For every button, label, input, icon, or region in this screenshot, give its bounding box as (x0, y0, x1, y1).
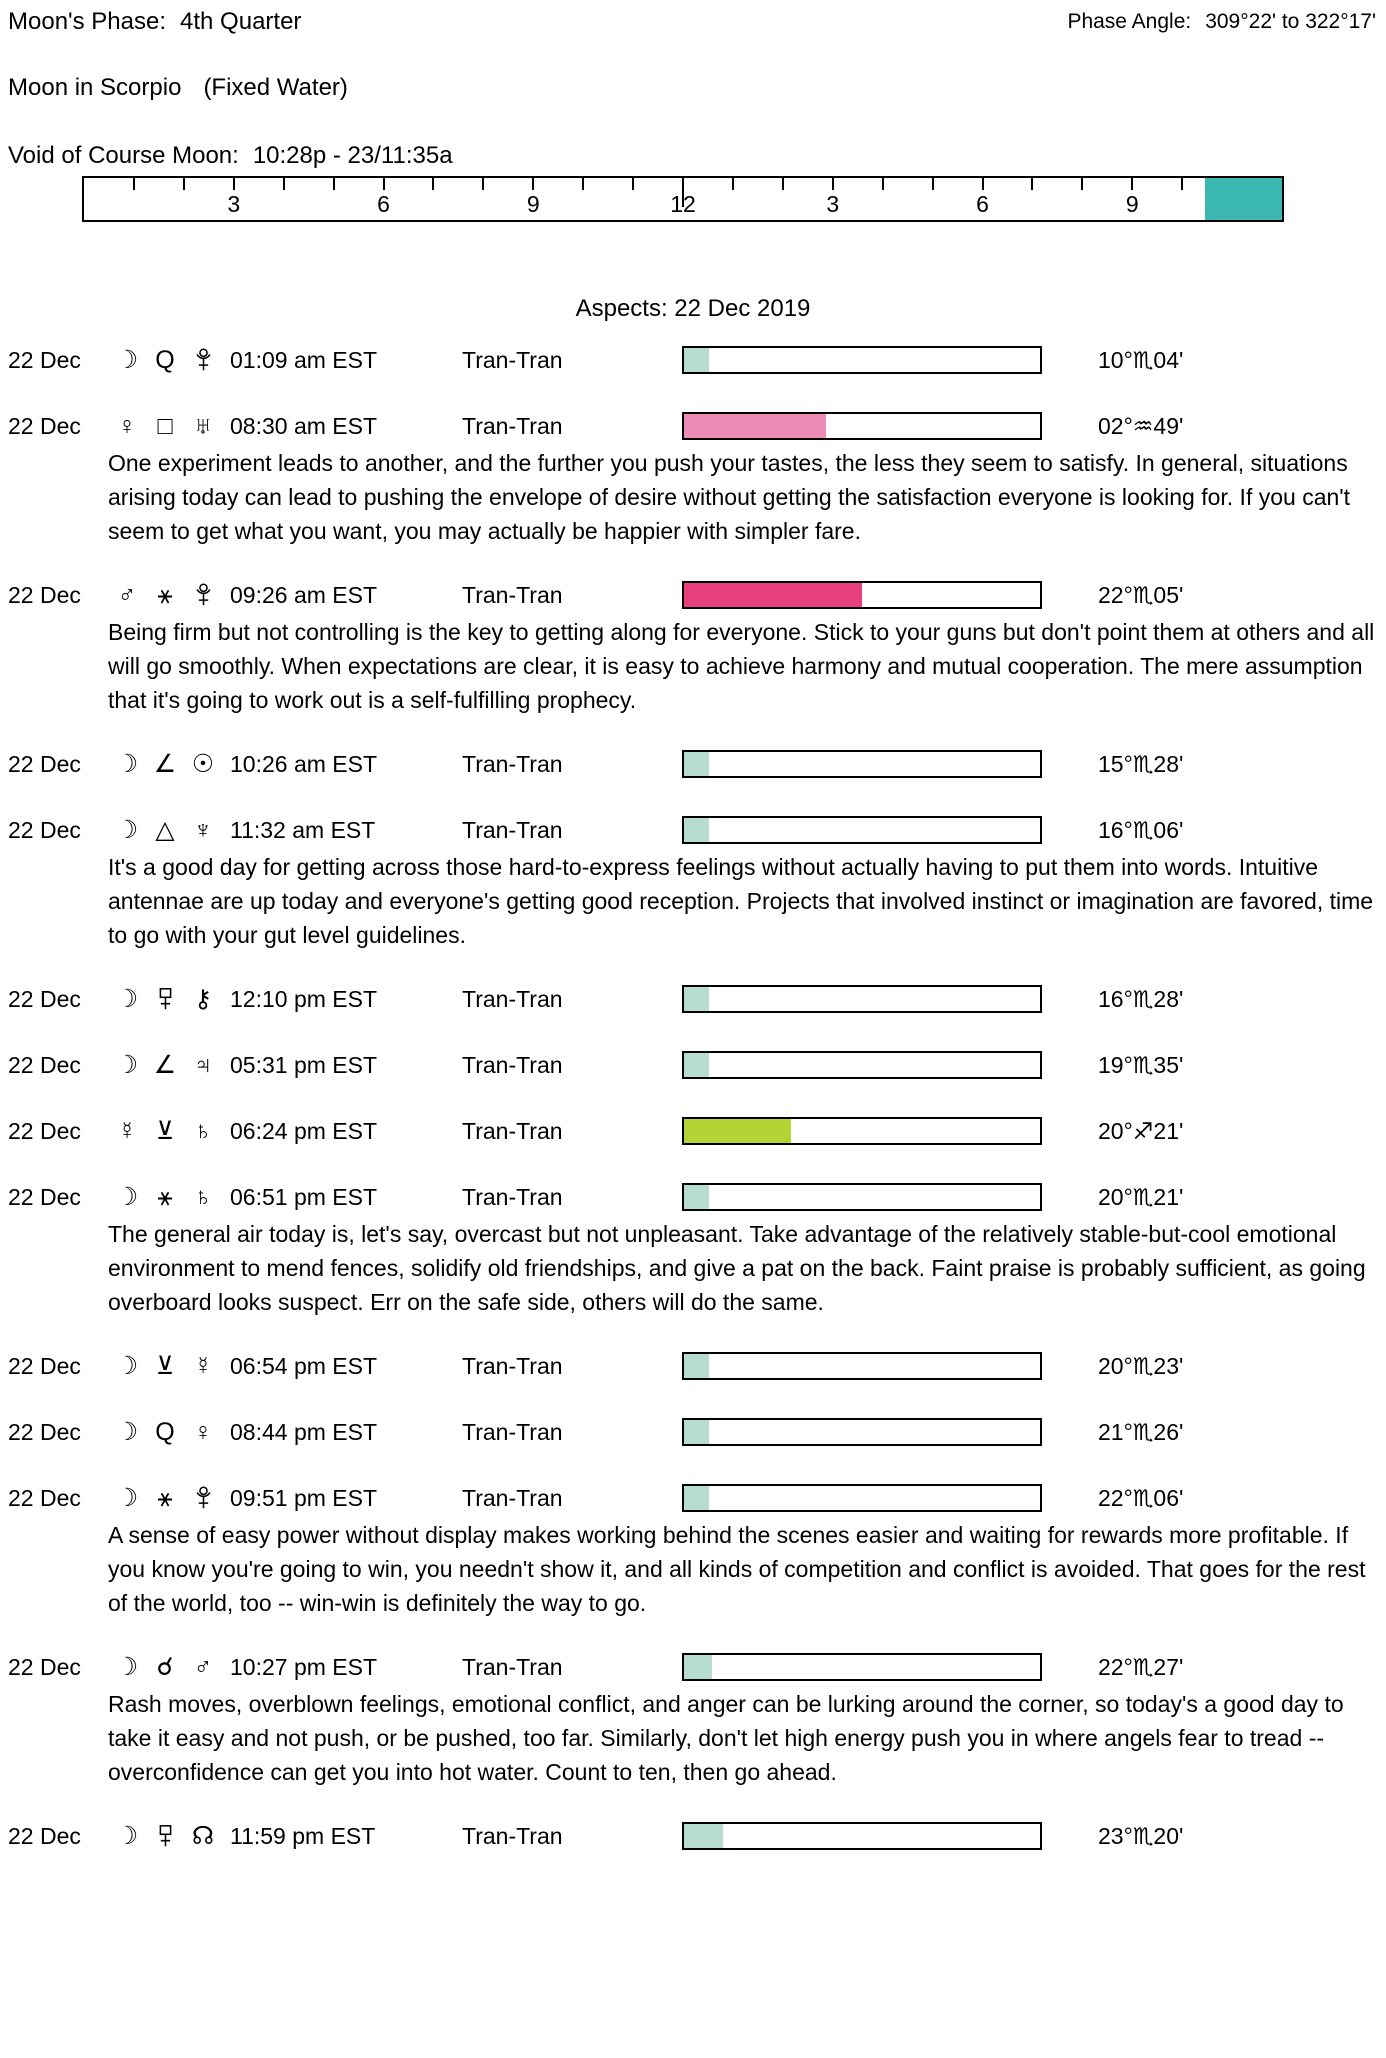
aspect-row (8, 1116, 1386, 1146)
aspect-row (8, 345, 1386, 375)
aspect-orb-bar (682, 1117, 1042, 1145)
aspect-orb-bar-fill (684, 1420, 709, 1444)
aspect-time: 01:09 am EST (230, 346, 378, 373)
ruler-hour-label: 3 (826, 191, 840, 217)
aspects-list (0, 345, 1386, 1887)
square-icon: □ (157, 411, 173, 440)
aspect-orb-bar (682, 1822, 1042, 1850)
aspect-orb-bar-fill (684, 818, 709, 842)
moon-phase-label: Moon's Phase: (8, 8, 167, 35)
aspect-time: 09:26 am EST (230, 581, 378, 608)
aspect-orb-bar-fill (684, 1053, 709, 1077)
aspect-glyphs (108, 1417, 230, 1446)
moon-icon: ☽ (115, 1351, 139, 1380)
mercury-icon: ☿ (193, 1351, 213, 1380)
aspect-type: Tran-Tran (462, 816, 563, 843)
aspect-row (8, 984, 1386, 1014)
aspect-block (0, 1351, 1386, 1381)
ruler-tick (782, 178, 784, 190)
aspect-orb-bar-fill (684, 1185, 709, 1209)
moon-icon: ☽ (115, 815, 139, 844)
aspect-orb-bar (682, 346, 1042, 374)
aspect-type: Tran-Tran (462, 1352, 563, 1379)
aspect-block (0, 411, 1386, 548)
ruler-hour-label: 3 (227, 191, 241, 217)
aspect-block (0, 1417, 1386, 1447)
aspect-date: 22 Dec (8, 1117, 81, 1144)
aspect-type: Tran-Tran (462, 1117, 563, 1144)
aspect-type: Tran-Tran (462, 1484, 563, 1511)
moon-icon: ☽ (115, 1821, 139, 1850)
ruler-tick (233, 178, 235, 190)
aspect-orb-bar-fill (684, 1824, 723, 1848)
aspect-row (8, 1417, 1386, 1447)
ruler-tick (1181, 178, 1183, 190)
voc-ruler (82, 176, 1284, 222)
aspect-orb-bar-fill (684, 1486, 709, 1510)
mercury-icon: ☿ (117, 1116, 137, 1145)
jupiter-icon: ♃ (193, 1050, 213, 1079)
aspect-orb-bar-fill (684, 348, 709, 372)
aspect-type: Tran-Tran (462, 1822, 563, 1849)
aspect-position: 22°♏05' (1098, 581, 1184, 608)
aspect-date: 22 Dec (8, 750, 81, 777)
void-of-course-line (8, 142, 453, 170)
aspect-orb-bar (682, 1183, 1042, 1211)
aspect-block (0, 1483, 1386, 1620)
aspect-row (8, 815, 1386, 845)
aspect-date: 22 Dec (8, 985, 81, 1012)
aspect-glyphs (108, 986, 230, 1012)
aspect-orb-bar (682, 581, 1042, 609)
aspect-date: 22 Dec (8, 1822, 81, 1849)
aspect-block (0, 1116, 1386, 1146)
aspect-orb-bar-fill (684, 1354, 709, 1378)
sextile-icon: ⚹ (157, 1483, 173, 1512)
venus-icon: ♀ (117, 411, 137, 440)
aspect-glyphs (108, 347, 230, 373)
phase-angle-label: Phase Angle: (1067, 10, 1192, 33)
moon-icon: ☽ (115, 1182, 139, 1211)
aspect-block (0, 345, 1386, 375)
aspect-date: 22 Dec (8, 412, 81, 439)
moon-icon: ☽ (115, 345, 139, 374)
mars-icon: ♂ (117, 580, 137, 609)
aspect-orb-bar (682, 750, 1042, 778)
aspect-time: 05:31 pm EST (230, 1051, 378, 1078)
neptune-icon: ♆ (193, 815, 213, 844)
semisquare-icon: ∠ (153, 749, 177, 778)
uranus-icon: ♅ (193, 411, 213, 440)
aspect-row (8, 1483, 1386, 1513)
voc-void-segment (1205, 178, 1282, 220)
aspect-block (0, 1821, 1386, 1851)
aspect-time: 11:59 pm EST (230, 1822, 376, 1849)
aspect-date: 22 Dec (8, 346, 81, 373)
aspect-time: 08:30 am EST (230, 412, 378, 439)
ruler-tick (732, 178, 734, 190)
ruler-tick (133, 178, 135, 190)
aspect-glyphs (108, 815, 230, 844)
aspect-type: Tran-Tran (462, 1183, 563, 1210)
moon-icon: ☽ (115, 1483, 139, 1512)
moon-icon: ☽ (115, 1417, 139, 1446)
aspect-time: 11:32 am EST (230, 816, 376, 843)
aspect-date: 22 Dec (8, 581, 81, 608)
moon-sign-value: Moon in Scorpio (8, 74, 182, 101)
aspect-position: 16°♏28' (1098, 985, 1184, 1012)
sesquiquadrate-icon (146, 1823, 184, 1849)
aspect-position: 20°♏23' (1098, 1352, 1184, 1379)
quincunx-icon: ⊻ (155, 1116, 175, 1145)
semisquare-icon: ∠ (153, 1050, 177, 1079)
saturn-icon: ♄ (193, 1116, 213, 1145)
aspect-type: Tran-Tran (462, 1653, 563, 1680)
aspect-block (0, 815, 1386, 952)
pluto-icon (184, 1485, 222, 1511)
ruler-tick (982, 178, 984, 190)
chiron-icon: ⚷ (193, 984, 213, 1013)
ruler-hour-label: 12 (670, 191, 696, 217)
ruler-hour-label: 9 (526, 191, 540, 217)
aspect-position: 20°♏21' (1098, 1183, 1184, 1210)
moon-icon: ☽ (115, 984, 139, 1013)
aspect-position: 02°♒49' (1098, 412, 1184, 439)
aspect-type: Tran-Tran (462, 750, 563, 777)
aspect-interpretation: Being firm but not controlling is the key to getting along for everyone. Stick to your guns but don't point them at others and all will go smoothly. When expectations are clear, it is easy to achieve harmony and mutual cooperation. The mere assumption that it's going to work out is a self-fulfilling prophecy. (108, 619, 1375, 713)
aspect-block (0, 1182, 1386, 1319)
aspect-time: 12:10 pm EST (230, 985, 378, 1012)
aspect-time: 08:44 pm EST (230, 1418, 378, 1445)
aspect-position: 21°♏26' (1098, 1418, 1184, 1445)
saturn-icon: ♄ (193, 1182, 213, 1211)
aspect-position: 20°♐21' (1098, 1117, 1184, 1144)
ruler-tick (882, 178, 884, 190)
moon-icon: ☽ (115, 1050, 139, 1079)
pluto-icon (184, 582, 222, 608)
aspect-orb-bar-fill (684, 987, 709, 1011)
aspect-orb-bar-fill (684, 583, 862, 607)
aspect-position: 22°♏06' (1098, 1484, 1184, 1511)
trine-icon: △ (155, 815, 175, 844)
aspect-position: 19°♏35' (1098, 1051, 1184, 1078)
mars-icon: ♂ (193, 1652, 213, 1681)
aspect-glyphs (108, 1652, 230, 1681)
aspect-time: 10:27 pm EST (230, 1653, 378, 1680)
aspect-orb-bar-fill (684, 414, 826, 438)
aspect-time: 10:26 am EST (230, 750, 378, 777)
aspect-orb-bar (682, 1352, 1042, 1380)
ruler-tick (283, 178, 285, 190)
aspect-glyphs (108, 1485, 230, 1511)
aspect-date: 22 Dec (8, 1183, 81, 1210)
moon-icon: ☽ (115, 1652, 139, 1681)
aspect-orb-bar (682, 985, 1042, 1013)
phase-angle-value: 309°22' to 322°17' (1205, 10, 1376, 33)
ruler-tick (183, 178, 185, 190)
aspect-orb-bar (682, 1051, 1042, 1079)
aspect-orb-bar (682, 1653, 1042, 1681)
moon-phase-line (8, 8, 301, 36)
aspect-position: 23°♏20' (1098, 1822, 1184, 1849)
aspect-orb-bar (682, 816, 1042, 844)
ruler-hour-label: 6 (377, 191, 390, 217)
ruler-tick (1031, 178, 1033, 190)
aspect-glyphs (108, 1182, 230, 1211)
quintile-icon: Q (155, 1417, 175, 1446)
aspect-row (8, 1351, 1386, 1381)
aspect-block (0, 580, 1386, 717)
aspect-block (0, 1050, 1386, 1080)
aspect-row (8, 411, 1386, 441)
ruler-tick (932, 178, 934, 190)
aspect-orb-bar-fill (684, 1655, 712, 1679)
aspect-type: Tran-Tran (462, 412, 563, 439)
ruler-hour-label: 9 (1125, 191, 1139, 217)
aspect-date: 22 Dec (8, 1051, 81, 1078)
ruler-tick (582, 178, 584, 190)
aspect-glyphs (108, 1116, 230, 1145)
aspect-date: 22 Dec (8, 816, 81, 843)
aspect-position: 22°♏27' (1098, 1653, 1184, 1680)
aspect-glyphs (108, 411, 230, 440)
aspect-orb-bar (682, 1484, 1042, 1512)
sun-icon: ☉ (191, 749, 215, 778)
aspect-block (0, 984, 1386, 1014)
aspect-time: 06:24 pm EST (230, 1117, 378, 1144)
aspect-glyphs (108, 1823, 230, 1849)
aspect-time: 06:54 pm EST (230, 1352, 378, 1379)
aspect-date: 22 Dec (8, 1418, 81, 1445)
ruler-tick (832, 178, 834, 190)
ruler-tick (482, 178, 484, 190)
aspect-type: Tran-Tran (462, 346, 563, 373)
ruler-tick (432, 178, 434, 190)
moon-phase-value: 4th Quarter (180, 8, 302, 35)
aspect-block (0, 1652, 1386, 1789)
aspect-row (8, 749, 1386, 779)
sextile-icon: ⚹ (157, 1182, 173, 1211)
ruler-tick (333, 178, 335, 190)
aspect-position: 16°♏06' (1098, 816, 1184, 843)
conjunction-icon: ☌ (156, 1652, 174, 1681)
aspect-block (0, 749, 1386, 779)
sesquiquadrate-icon (146, 986, 184, 1012)
aspect-type: Tran-Tran (462, 581, 563, 608)
aspects-title: Aspects: 22 Dec 2019 (575, 295, 811, 322)
aspect-orb-bar-fill (684, 1119, 791, 1143)
pluto-icon (184, 347, 222, 373)
aspect-glyphs (108, 749, 230, 778)
quintile-icon: Q (155, 345, 175, 374)
aspect-orb-bar (682, 412, 1042, 440)
aspect-glyphs (108, 1050, 230, 1079)
aspect-glyphs (108, 582, 230, 608)
ruler-hour-label: 6 (976, 191, 989, 217)
aspect-date: 22 Dec (8, 1653, 81, 1680)
aspect-interpretation: The general air today is, let's say, overcast but not unpleasant. Take advantage of the relatively stable-but-cool emotional environment to mend fences, solidify old friendships, and give a pat on the back. Faint praise is probably sufficient, as going overboard looks suspect. Err on the safe side, others will do the same. (108, 1221, 1366, 1315)
voc-value: 10:28p - 23/11:35a (252, 142, 453, 169)
aspect-row (8, 1652, 1386, 1682)
aspect-orb-bar-fill (684, 752, 709, 776)
aspect-row (8, 580, 1386, 610)
aspect-interpretation: One experiment leads to another, and the further you push your tastes, the less they seem to satisfy. In general, situations arising today can lead to pushing the envelope of desire without getting the satisfaction everyone is looking for. If you can't seem to get what you want, you may actually be happier with simpler fare. (108, 450, 1351, 544)
ruler-tick (1081, 178, 1083, 190)
aspect-interpretation: A sense of easy power without display makes working behind the scenes easier and waiting for rewards more profitable. If you know you're going to win, you needn't show it, and all kinds of competition and conflict is avoided. That goes for the rest of the world, too -- win-win is definitely the way to go. (108, 1522, 1366, 1616)
aspect-position: 15°♏28' (1098, 750, 1184, 777)
moon-icon: ☽ (115, 749, 139, 778)
aspect-row (8, 1821, 1386, 1851)
ruler-tick (532, 178, 534, 190)
aspect-row (8, 1050, 1386, 1080)
moon-sign-line (8, 74, 348, 102)
aspect-date: 22 Dec (8, 1352, 81, 1379)
aspect-orb-bar (682, 1418, 1042, 1446)
sextile-icon: ⚹ (157, 580, 173, 609)
aspect-date: 22 Dec (8, 1484, 81, 1511)
aspect-time: 06:51 pm EST (230, 1183, 378, 1210)
quincunx-icon: ⊻ (155, 1351, 175, 1380)
venus-icon: ♀ (193, 1417, 213, 1446)
aspect-position: 10°♏04' (1098, 346, 1184, 373)
aspect-row (8, 1182, 1386, 1212)
ruler-tick (1131, 178, 1133, 190)
node-icon: ☊ (191, 1821, 215, 1850)
aspect-type: Tran-Tran (462, 1051, 563, 1078)
ruler-tick (632, 178, 634, 190)
aspect-glyphs (108, 1351, 230, 1380)
aspect-type: Tran-Tran (462, 1418, 563, 1445)
phase-angle-line (1067, 10, 1376, 34)
aspect-interpretation: It's a good day for getting across those hard-to-express feelings without actually having to put them into words. Intuitive antennae are up today and everyone's getting good reception. Projects that involved instinct or imagination are favored, time to go with your gut level guidelines. (108, 854, 1374, 948)
aspect-interpretation: Rash moves, overblown feelings, emotional conflict, and anger can be lurking around the corner, so today's a good day to take it easy and not push, or be pushed, too far. Similarly, don't let high energy push you in where angels fear to tread -- overconfidence can get you into hot water. Count to ten, then go ahead. (108, 1691, 1344, 1785)
moon-sign-quality: (Fixed Water) (203, 74, 348, 101)
voc-label: Void of Course Moon: (8, 142, 239, 169)
aspect-type: Tran-Tran (462, 985, 563, 1012)
aspect-time: 09:51 pm EST (230, 1484, 378, 1511)
ruler-tick (383, 178, 385, 190)
